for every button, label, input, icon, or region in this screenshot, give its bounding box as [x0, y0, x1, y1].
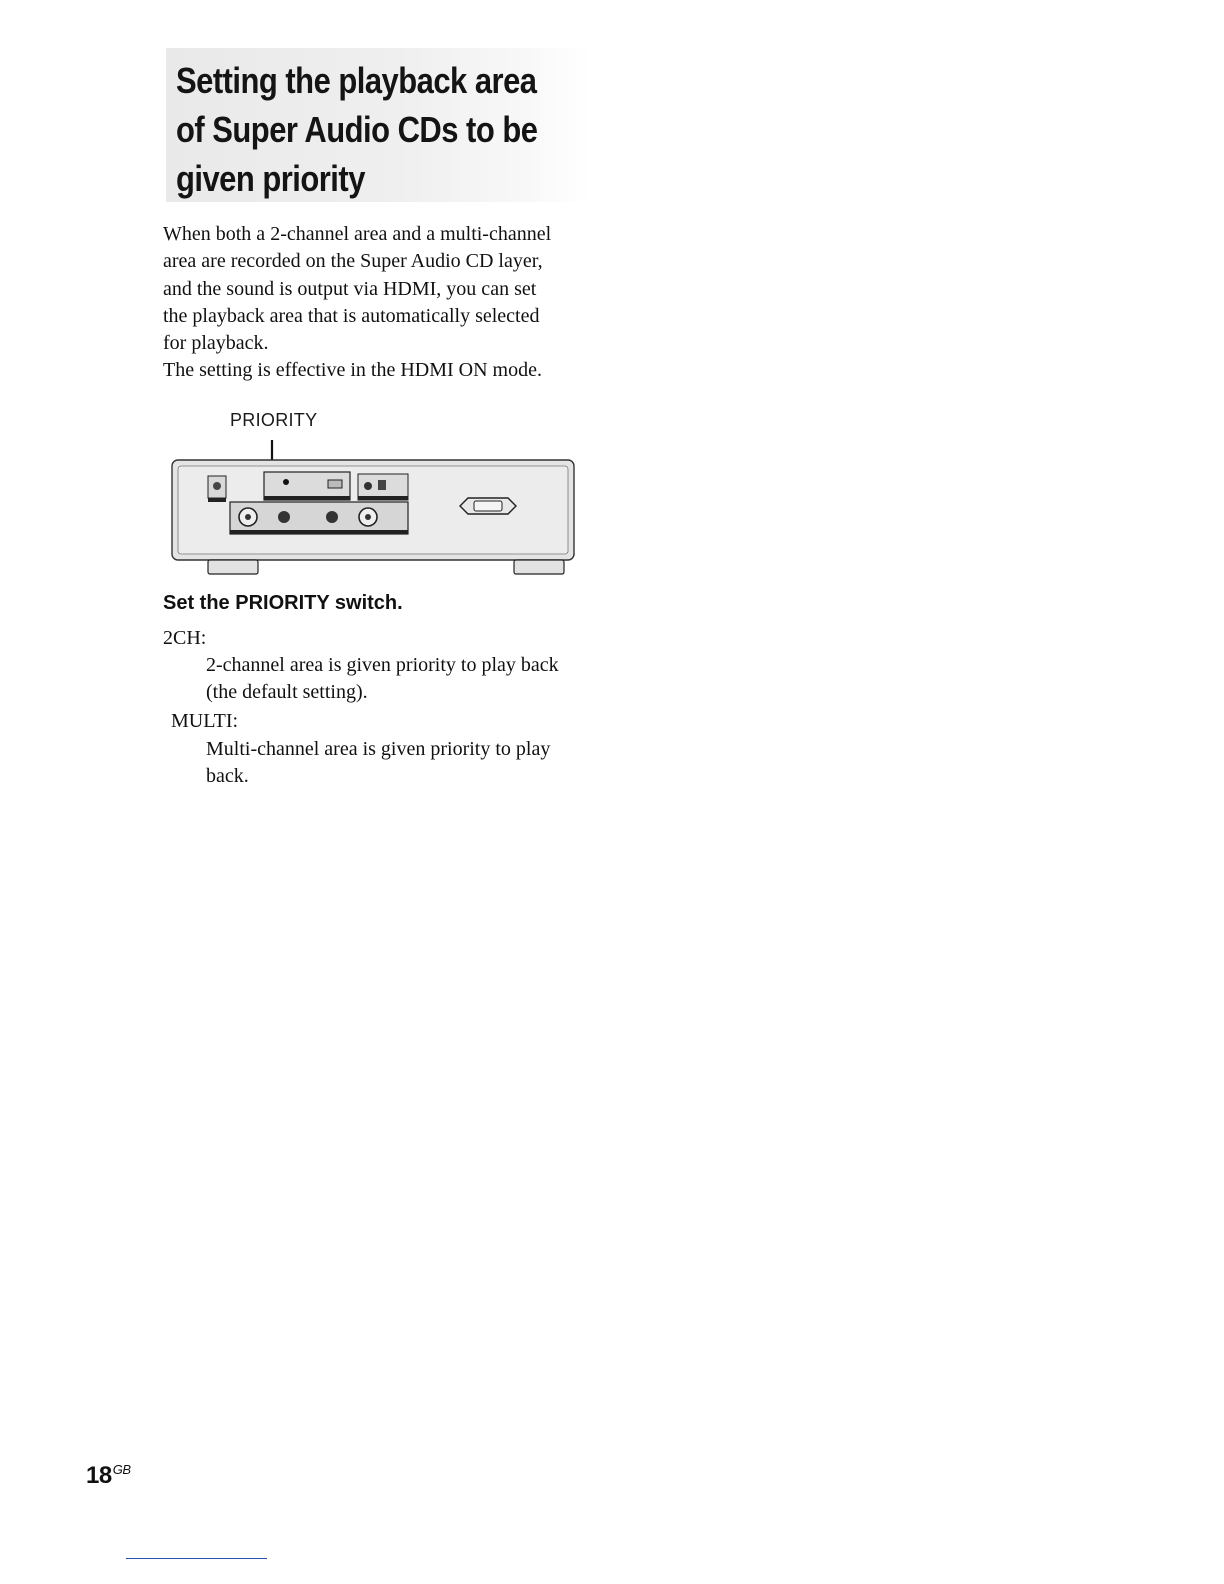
- option-description-line: 2-channel area is given priority to play back: [206, 654, 559, 676]
- intro-paragraph-1: [163, 221, 603, 357]
- option-description-2ch: [206, 652, 606, 707]
- option-term-multi: MULTI:: [171, 710, 239, 732]
- step-instruction: Set the PRIORITY switch.: [163, 592, 403, 614]
- xlr-left-pin: [245, 514, 251, 520]
- heading-line: given priority: [176, 158, 365, 199]
- option-description-line: (the default setting).: [206, 681, 368, 704]
- intro-line: the playback area that is automatically selected: [163, 304, 540, 327]
- left-foot: [208, 560, 258, 574]
- heading-line: Setting the playback area: [176, 60, 537, 101]
- xlr-right-pin: [365, 514, 371, 520]
- hdmi-port: [328, 480, 342, 488]
- rear-panel-illustration: [168, 436, 578, 582]
- priority-switch: [283, 479, 289, 485]
- ir-terminal-jack: [213, 482, 221, 490]
- option-description-line: Multi-channel area is given priority to play: [206, 738, 551, 760]
- priority-callout-label: PRIORITY: [230, 410, 318, 430]
- page-number: [86, 1462, 131, 1490]
- intro-line: and the sound is output via HDMI, you can set: [163, 277, 537, 300]
- rca-right-jack: [326, 511, 338, 523]
- ir-terminal-label: [208, 498, 226, 502]
- option-term-2ch: 2CH:: [163, 627, 207, 649]
- option-description-multi: [206, 736, 606, 791]
- heading-line: of Super Audio CDs to be: [176, 109, 538, 150]
- footer-rule: [126, 1558, 267, 1559]
- page-number-value: 18: [86, 1462, 112, 1489]
- intro-text: [163, 221, 603, 385]
- ac-inlet-socket: [474, 501, 502, 511]
- intro-line: When both a 2-channel area and a multi-channel: [163, 223, 552, 245]
- page-number-suffix: GB: [112, 1462, 131, 1477]
- hdmi-panel-label-strip: [264, 496, 350, 500]
- rca-left-jack: [278, 511, 290, 523]
- digital-out-label-strip: [358, 496, 408, 500]
- option-description-line: back.: [206, 765, 249, 788]
- intro-line: for playback.: [163, 332, 269, 355]
- optical-jack: [378, 480, 386, 490]
- intro-paragraph-2: The setting is effective in the HDMI ON mode.: [163, 359, 542, 382]
- section-heading: [166, 48, 590, 202]
- right-foot: [514, 560, 564, 574]
- analog-out-label-strip: [230, 530, 408, 534]
- intro-line: area are recorded on the Super Audio CD layer,: [163, 250, 543, 273]
- coaxial-jack: [364, 482, 372, 490]
